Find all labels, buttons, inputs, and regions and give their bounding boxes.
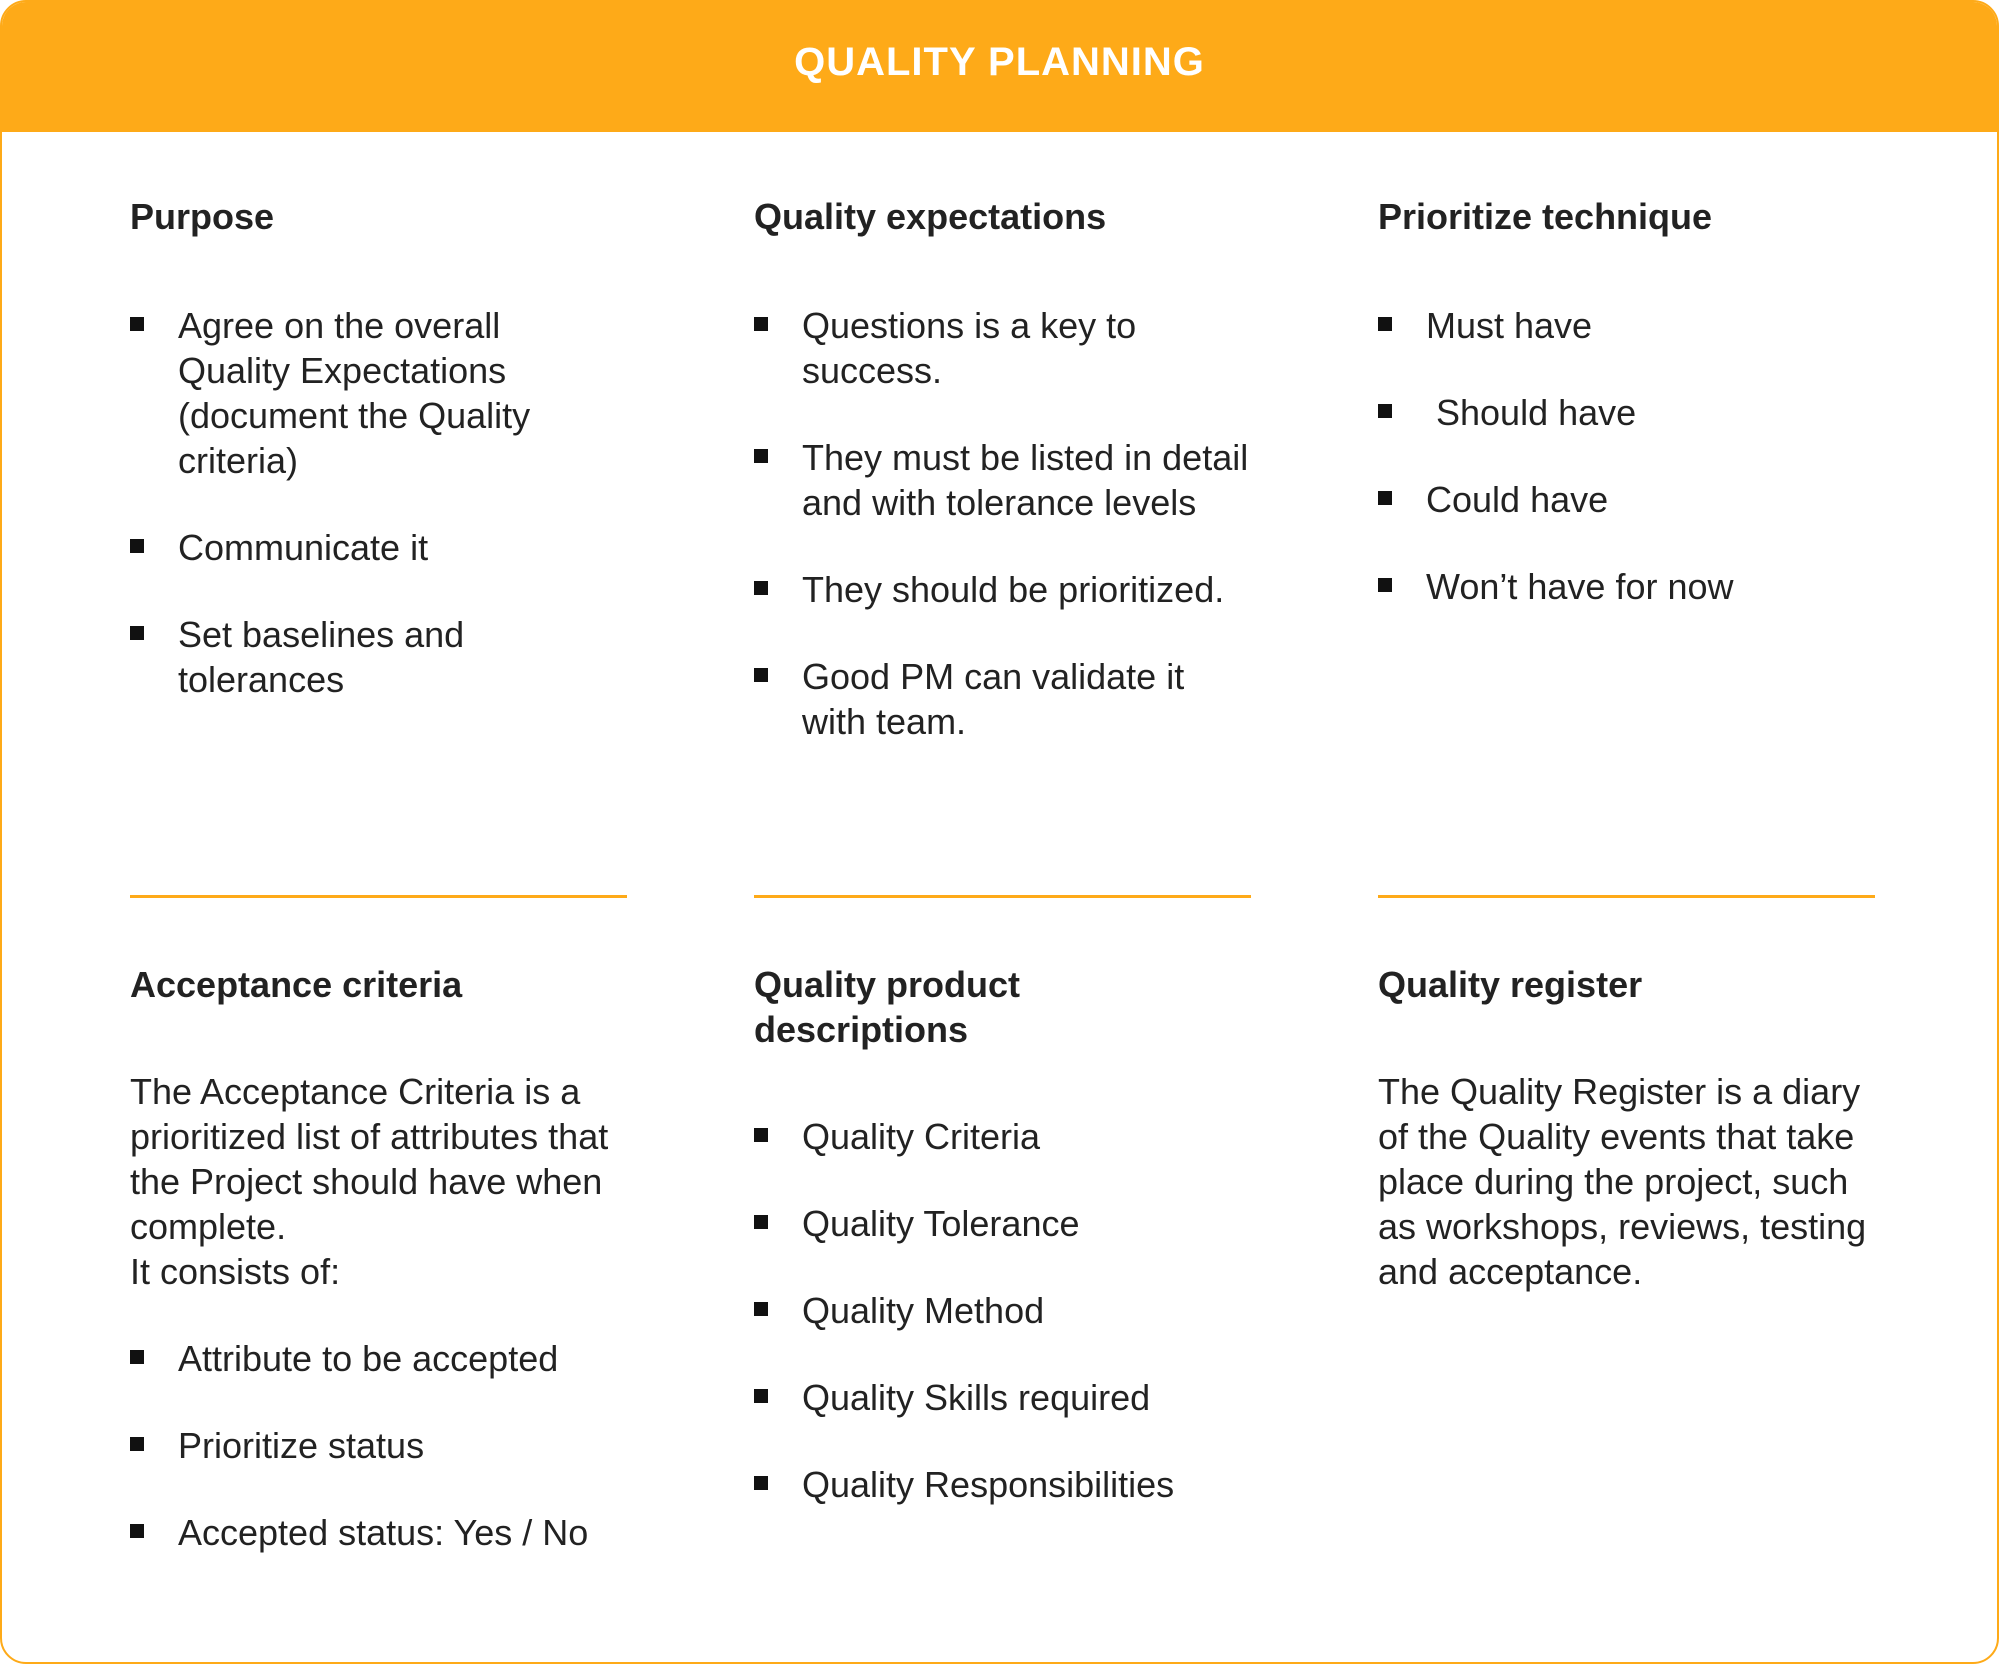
quality-expectations-list [754, 303, 1254, 744]
quality-register-section [1378, 962, 1878, 1294]
list-item [130, 612, 590, 702]
bullet-square-icon [130, 1437, 144, 1451]
divider-left [130, 895, 627, 898]
purpose-title: Purpose [130, 196, 275, 237]
list-item [130, 1336, 590, 1381]
list-item-text: Set baselines and tolerances [178, 614, 465, 700]
list-item [754, 1201, 1254, 1246]
bullet-square-icon [130, 317, 144, 331]
prioritize-technique-section [1378, 194, 1878, 609]
quality-product-descriptions-title: Quality product descriptions [754, 964, 1021, 1050]
list-item-text: Prioritize status [178, 1425, 425, 1466]
divider-right [1378, 895, 1875, 898]
bullet-square-icon [754, 1302, 768, 1316]
list-item [1378, 390, 1878, 435]
acceptance-criteria-list [130, 1336, 590, 1555]
bullet-square-icon [754, 317, 768, 331]
list-item [130, 1423, 590, 1468]
list-item [130, 525, 590, 570]
bullet-square-icon [754, 1128, 768, 1142]
divider-middle [754, 895, 1251, 898]
bullet-square-icon [1378, 578, 1392, 592]
page-title: QUALITY PLANNING [794, 40, 1205, 84]
bullet-square-icon [1378, 317, 1392, 331]
list-item-text: Quality Skills required [802, 1377, 1151, 1418]
acceptance-criteria-title: Acceptance criteria [130, 964, 463, 1005]
list-item-text: Could have [1426, 479, 1609, 520]
acceptance-criteria-description: The Acceptance Criteria is a prioritized list of attributes that the Project should have when complete. It consists of: [130, 1071, 609, 1292]
bullet-square-icon [1378, 491, 1392, 505]
list-item [754, 1375, 1254, 1420]
list-item-text: They should be prioritized. [802, 569, 1225, 610]
bullet-square-icon [754, 581, 768, 595]
bullet-square-icon [130, 1524, 144, 1538]
list-item-text: Won’t have for now [1426, 566, 1734, 607]
list-item [130, 303, 590, 483]
bullet-square-icon [130, 539, 144, 553]
bullet-square-icon [1378, 404, 1392, 418]
list-item-text: They must be listed in detail and with tolerance levels [802, 437, 1249, 523]
list-item [1378, 477, 1878, 522]
header-bar [2, 2, 1997, 132]
acceptance-criteria-section [130, 962, 630, 1555]
quality-product-descriptions-section [754, 962, 1254, 1507]
list-item-text: Quality Method [802, 1290, 1045, 1331]
list-item [754, 1114, 1254, 1159]
list-item-text: Good PM can validate it with team. [802, 656, 1185, 742]
list-item-text: Attribute to be accepted [178, 1338, 559, 1379]
prioritize-technique-title: Prioritize technique [1378, 196, 1713, 237]
list-item-text: Must have [1426, 305, 1593, 346]
bullet-square-icon [130, 1350, 144, 1364]
prioritize-technique-list [1378, 303, 1878, 609]
list-item-text: Quality Criteria [802, 1116, 1041, 1157]
list-item-text: Quality Responsibilities [802, 1464, 1175, 1505]
quality-product-descriptions-list [754, 1114, 1254, 1507]
list-item-text: Communicate it [178, 527, 429, 568]
quality-expectations-section [754, 194, 1254, 744]
list-item [754, 1288, 1254, 1333]
list-item [754, 654, 1254, 744]
list-item [130, 1510, 590, 1555]
bullet-square-icon [754, 1215, 768, 1229]
list-item-text: Agree on the overall Quality Expectations (document the Quality criteria) [178, 305, 531, 481]
bullet-square-icon [130, 626, 144, 640]
purpose-section [130, 194, 630, 702]
list-item [1378, 303, 1878, 348]
list-item [754, 1462, 1254, 1507]
bullet-square-icon [754, 1389, 768, 1403]
bullet-square-icon [754, 668, 768, 682]
quality-expectations-title: Quality expectations [754, 196, 1107, 237]
list-item-text: Quality Tolerance [802, 1203, 1080, 1244]
list-item [754, 303, 1254, 393]
list-item-text: Accepted status: Yes / No [178, 1512, 589, 1553]
list-item-text: Should have [1426, 392, 1637, 433]
quality-register-title: Quality register [1378, 964, 1643, 1005]
list-item-text: Questions is a key to success. [802, 305, 1137, 391]
list-item [1378, 564, 1878, 609]
bullet-square-icon [754, 1476, 768, 1490]
quality-register-description: The Quality Register is a diary of the Quality events that take place during the project, such as workshops, reviews, testing and acceptance. [1378, 1071, 1867, 1292]
list-item [754, 567, 1254, 612]
bullet-square-icon [754, 449, 768, 463]
purpose-list [130, 303, 590, 702]
list-item [754, 435, 1254, 525]
